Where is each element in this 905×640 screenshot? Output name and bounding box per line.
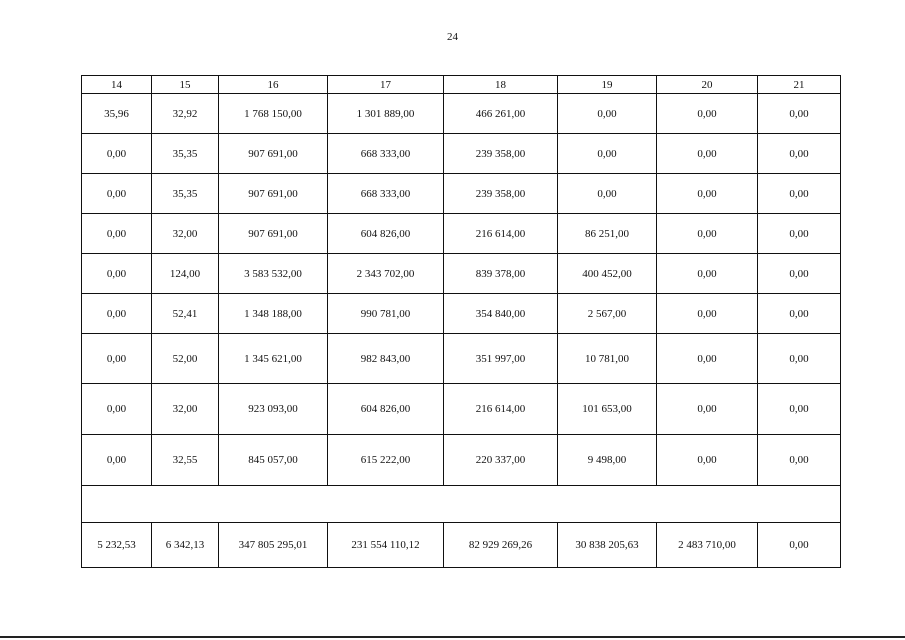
table-cell: 216 614,00: [444, 384, 558, 435]
table-cell: 0,00: [82, 384, 152, 435]
table-cell: 101 653,00: [558, 384, 657, 435]
totals-row: [82, 523, 841, 568]
table-cell: 32,92: [152, 94, 219, 134]
table-cell: 839 378,00: [444, 254, 558, 294]
table-cell: 52,00: [152, 334, 219, 384]
table-cell: 0,00: [657, 94, 758, 134]
table-cell: 220 337,00: [444, 435, 558, 486]
total-cell: 5 232,53: [82, 523, 152, 568]
table-cell: 0,00: [758, 254, 841, 294]
table-cell: 0,00: [82, 254, 152, 294]
table-cell: 32,00: [152, 384, 219, 435]
data-table: [81, 75, 841, 568]
table-cell: 668 333,00: [328, 134, 444, 174]
table-cell: 0,00: [657, 254, 758, 294]
table-cell: 845 057,00: [219, 435, 328, 486]
column-header: 18: [444, 76, 558, 94]
table-cell: 604 826,00: [328, 384, 444, 435]
table-cell: 0,00: [82, 435, 152, 486]
table-cell: 0,00: [758, 384, 841, 435]
table-cell: 9 498,00: [558, 435, 657, 486]
table-cell: 1 348 188,00: [219, 294, 328, 334]
total-cell: 0,00: [758, 523, 841, 568]
table-cell: 0,00: [82, 334, 152, 384]
table-row: [82, 254, 841, 294]
table-row: [82, 214, 841, 254]
column-header: 16: [219, 76, 328, 94]
column-number-row: [82, 76, 841, 94]
table-cell: 0,00: [82, 294, 152, 334]
table-cell: 0,00: [657, 435, 758, 486]
table-cell: 907 691,00: [219, 174, 328, 214]
table-cell: 907 691,00: [219, 214, 328, 254]
table-cell: 124,00: [152, 254, 219, 294]
column-header: 14: [82, 76, 152, 94]
table-cell: 35,96: [82, 94, 152, 134]
total-cell: 30 838 205,63: [558, 523, 657, 568]
table-cell: 0,00: [758, 94, 841, 134]
total-cell: 231 554 110,12: [328, 523, 444, 568]
table-cell: 0,00: [657, 174, 758, 214]
table-cell: 239 358,00: [444, 174, 558, 214]
column-header: 19: [558, 76, 657, 94]
table-cell: 1 345 621,00: [219, 334, 328, 384]
table-cell: 2 343 702,00: [328, 254, 444, 294]
table-cell: 0,00: [558, 174, 657, 214]
table-cell: 0,00: [82, 174, 152, 214]
table-cell: 0,00: [657, 334, 758, 384]
table-cell: 216 614,00: [444, 214, 558, 254]
table-cell: 354 840,00: [444, 294, 558, 334]
table-cell: 990 781,00: [328, 294, 444, 334]
table-row: [82, 384, 841, 435]
table-cell: 0,00: [657, 384, 758, 435]
table-cell: 35,35: [152, 134, 219, 174]
table-row: [82, 334, 841, 384]
table-cell: 0,00: [758, 134, 841, 174]
table-cell: 52,41: [152, 294, 219, 334]
total-cell: 2 483 710,00: [657, 523, 758, 568]
table-cell: 0,00: [558, 134, 657, 174]
table-cell: 0,00: [758, 334, 841, 384]
blank-section-row: [82, 486, 841, 523]
table-cell: 0,00: [657, 294, 758, 334]
table-row: [82, 294, 841, 334]
table-cell: 32,00: [152, 214, 219, 254]
table-cell: 0,00: [657, 214, 758, 254]
table-row: [82, 435, 841, 486]
table-cell: 604 826,00: [328, 214, 444, 254]
table-cell: 615 222,00: [328, 435, 444, 486]
table-cell: 668 333,00: [328, 174, 444, 214]
column-header: 17: [328, 76, 444, 94]
blank-section-cell: [82, 486, 841, 523]
table-cell: 0,00: [82, 214, 152, 254]
table-cell: 32,55: [152, 435, 219, 486]
page-number: 24: [447, 31, 458, 43]
total-cell: 82 929 269,26: [444, 523, 558, 568]
table-cell: 0,00: [82, 134, 152, 174]
table-cell: 35,35: [152, 174, 219, 214]
table-cell: 1 768 150,00: [219, 94, 328, 134]
footer-rule: [0, 636, 905, 638]
table-row: [82, 134, 841, 174]
table-cell: 0,00: [758, 214, 841, 254]
table-cell: 0,00: [657, 134, 758, 174]
table-cell: 907 691,00: [219, 134, 328, 174]
column-header: 21: [758, 76, 841, 94]
total-cell: 347 805 295,01: [219, 523, 328, 568]
table-cell: 0,00: [558, 94, 657, 134]
table-cell: 0,00: [758, 294, 841, 334]
table-cell: 0,00: [758, 435, 841, 486]
table-cell: 2 567,00: [558, 294, 657, 334]
column-header: 15: [152, 76, 219, 94]
table-cell: 923 093,00: [219, 384, 328, 435]
table-cell: 10 781,00: [558, 334, 657, 384]
table-cell: 1 301 889,00: [328, 94, 444, 134]
table-cell: 0,00: [758, 174, 841, 214]
table-cell: 239 358,00: [444, 134, 558, 174]
column-header: 20: [657, 76, 758, 94]
total-cell: 6 342,13: [152, 523, 219, 568]
table-cell: 3 583 532,00: [219, 254, 328, 294]
table-cell: 982 843,00: [328, 334, 444, 384]
table-row: [82, 174, 841, 214]
table-row: [82, 94, 841, 134]
table-cell: 466 261,00: [444, 94, 558, 134]
table-cell: 86 251,00: [558, 214, 657, 254]
table-cell: 351 997,00: [444, 334, 558, 384]
table-cell: 400 452,00: [558, 254, 657, 294]
